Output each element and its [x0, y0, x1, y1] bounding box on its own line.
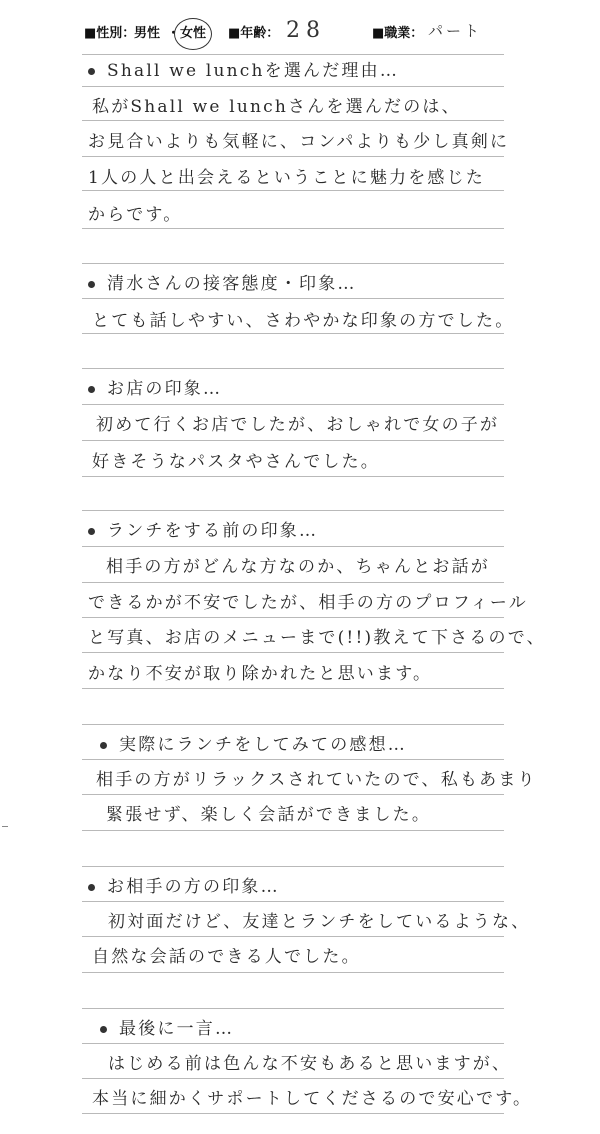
age-value: 28: [286, 18, 326, 43]
job-value: パート: [428, 22, 483, 40]
section-title-final-word: 最後に一言…: [100, 1018, 234, 1040]
form-header: [0, 0, 600, 56]
answer-line: はじめる前は色んな不安もあると思いますが、: [108, 1054, 512, 1074]
section-title-restaurant: お店の印象…: [88, 378, 222, 400]
answer-line: と写真、お店のメニューまで(!!)教えて下さるので、: [88, 628, 546, 648]
bullet-dot-icon: [88, 528, 95, 535]
answer-line: 1人の人と出会えるということに魅力を感じた: [88, 168, 486, 188]
answer-line: 本当に細かくサポートしてくださるので安心です。: [92, 1089, 533, 1109]
answer-line: 好きそうなパスタやさんでした。: [92, 452, 380, 472]
answer-line: とても話しやすい、さわやかな印象の方でした。: [92, 311, 515, 331]
answer-line: からです。: [88, 205, 183, 225]
answer-line: 相手の方がどんな方なのか、ちゃんとお話が: [106, 557, 490, 577]
answer-line: 相手の方がリラックスされていたので、私もあまり: [96, 770, 537, 790]
gender-label: ■性別：: [84, 26, 136, 41]
answer-line: 緊張せず、楽しく会話ができました。: [106, 805, 432, 825]
job-label: ■職業：: [372, 26, 424, 41]
female-option: 女性: [180, 26, 207, 41]
answer-line: 私がShall we lunchさんを選んだのは、: [92, 97, 461, 117]
answer-line: 自然な会話のできる人でした。: [92, 947, 361, 967]
answer-line: かなり不安が取り除かれたと思います。: [88, 664, 433, 684]
section-title-actual-lunch: 実際にランチをしてみての感想…: [100, 734, 407, 756]
bullet-dot-icon: [88, 884, 95, 891]
male-option: 男性: [134, 26, 161, 41]
bullet-dot-icon: [100, 742, 107, 749]
section-title-staff-impression: 清水さんの接客態度・印象…: [88, 273, 357, 295]
answer-line: お見合いよりも気軽に、コンパよりも少し真剣に: [88, 132, 510, 152]
age-label: ■年齢：: [228, 26, 280, 41]
section-title-reason: Shall we lunchを選んだ理由…: [88, 60, 399, 82]
bullet-dot-icon: [88, 281, 95, 288]
answer-line: 初対面だけど、友達とランチをしているような、: [108, 912, 531, 932]
option-separator: ・: [167, 26, 181, 41]
answer-line: できるかが不安でしたが、相手の方のプロフィール: [88, 593, 528, 613]
section-title-partner: お相手の方の印象…: [88, 876, 280, 898]
bullet-dot-icon: [100, 1026, 107, 1033]
bullet-dot-icon: [88, 386, 95, 393]
answer-line: 初めて行くお店でしたが、おしゃれで女の子が: [96, 415, 500, 435]
bullet-dot-icon: [88, 68, 95, 75]
section-title-before-lunch: ランチをする前の印象…: [88, 520, 318, 542]
